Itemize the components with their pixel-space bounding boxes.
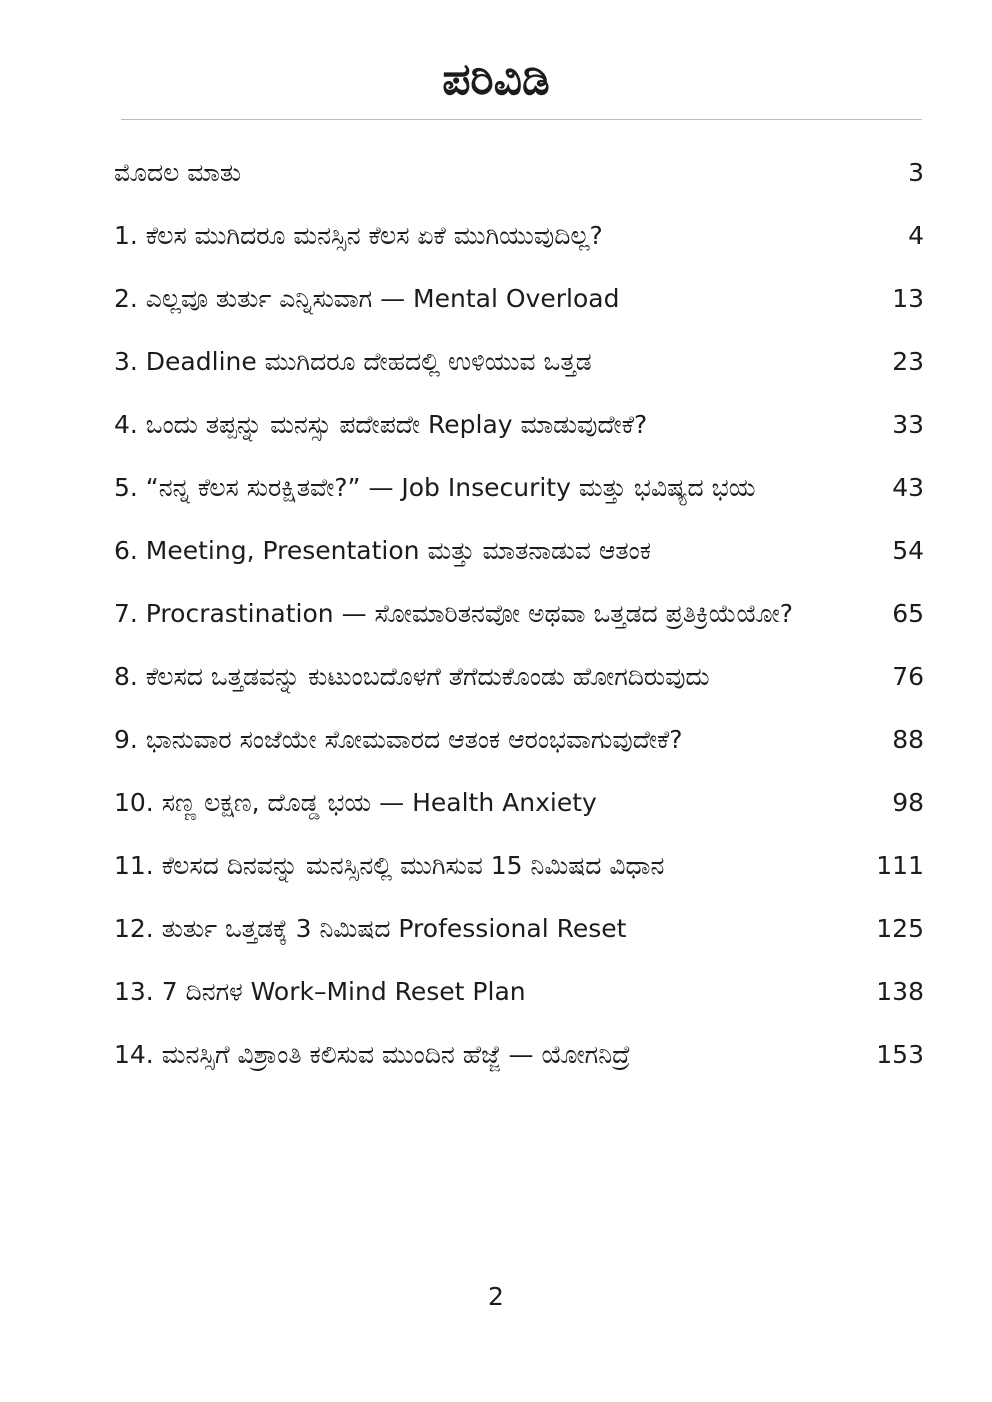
toc-entry-page: 65	[892, 599, 924, 628]
toc-entry-title: 11. ಕೆಲಸದ ದಿನವನ್ನು ಮನಸ್ಸಿನಲ್ಲಿ ಮುಗಿಸುವ 15 ನಿಮಿಷದ ವಿಧಾನ	[114, 851, 665, 880]
toc-entry-title: 8. ಕೆಲಸದ ಒತ್ತಡವನ್ನು ಕುಟುಂಬದೊಳಗೆ ತೆಗೆದುಕೊಂಡು ಹೋಗದಿರುವುದು	[114, 662, 710, 691]
toc-entry-intro[interactable]	[114, 154, 924, 192]
page-number: 2	[488, 1282, 504, 1311]
toc-entry-title: 3. Deadline ಮುಗಿದರೂ ದೇಹದಲ್ಲಿ ಉಳಿಯುವ ಒತ್ತಡ	[114, 347, 592, 376]
toc-entry-13[interactable]	[114, 973, 924, 1011]
toc-entry-page: 153	[876, 1040, 924, 1069]
toc-entry-page: 88	[892, 725, 924, 754]
page-title: ಪರಿವಿಡಿ	[442, 54, 550, 105]
toc-entry-title: 6. Meeting, Presentation ಮತ್ತು ಮಾತನಾಡುವ ಆತಂಕ	[114, 536, 652, 565]
toc-entry-title: 4. ಒಂದು ತಪ್ಪನ್ನು ಮನಸ್ಸು ಪದೇಪದೇ Replay ಮಾಡುವುದೇಕೆ?	[114, 410, 648, 439]
toc-entry-title: 13. 7 ದಿನಗಳ Work–Mind Reset Plan	[114, 977, 526, 1006]
toc-entry-3[interactable]	[114, 343, 924, 381]
toc-entry-page: 43	[892, 473, 924, 502]
toc-entry-title: 1. ಕೆಲಸ ಮುಗಿದರೂ ಮನಸ್ಸಿನ ಕೆಲಸ ಏಕೆ ಮುಗಿಯುವುದಿಲ್ಲ?	[114, 221, 603, 250]
toc-entry-8[interactable]	[114, 658, 924, 696]
toc-entry-5[interactable]	[114, 469, 924, 507]
title-divider	[121, 119, 922, 120]
toc-entry-page: 125	[876, 914, 924, 943]
toc-entry-6[interactable]	[114, 532, 924, 570]
toc-entry-page: 76	[892, 662, 924, 691]
toc-entry-7[interactable]	[114, 595, 924, 633]
toc-entry-title: 14. ಮನಸ್ಸಿಗೆ ವಿಶ್ರಾಂತಿ ಕಲಿಸುವ ಮುಂದಿನ ಹೆಜ್ಜೆ — ಯೋಗನಿದ್ರೆ	[114, 1040, 631, 1069]
table-of-contents	[114, 154, 924, 1099]
toc-entry-page: 13	[892, 284, 924, 313]
toc-entry-9[interactable]	[114, 721, 924, 759]
toc-entry-page: 23	[892, 347, 924, 376]
toc-entry-title: 12. ತುರ್ತು ಒತ್ತಡಕ್ಕೆ 3 ನಿಮಿಷದ Professional Reset	[114, 914, 627, 943]
toc-entry-title: 9. ಭಾನುವಾರ ಸಂಜೆಯೇ ಸೋಮವಾರದ ಆತಂಕ ಆರಂಭವಾಗುವುದೇಕೆ?	[114, 725, 683, 754]
toc-entry-title: ಮೊದಲ ಮಾತು	[114, 158, 242, 187]
toc-entry-1[interactable]	[114, 217, 924, 255]
toc-entry-page: 98	[892, 788, 924, 817]
toc-entry-page: 4	[908, 221, 924, 250]
toc-entry-4[interactable]	[114, 406, 924, 444]
toc-entry-12[interactable]	[114, 910, 924, 948]
toc-entry-page: 111	[876, 851, 924, 880]
toc-entry-page: 138	[876, 977, 924, 1006]
toc-entry-title: 5. “ನನ್ನ ಕೆಲಸ ಸುರಕ್ಷಿತವೇ?” — Job Insecurity ಮತ್ತು ಭವಿಷ್ಯದ ಭಯ	[114, 473, 756, 502]
toc-entry-title: 7. Procrastination — ಸೋಮಾರಿತನವೋ ಅಥವಾ ಒತ್ತಡದ ಪ್ರತಿಕ್ರಿಯೆಯೋ?	[114, 599, 794, 628]
toc-entry-page: 54	[892, 536, 924, 565]
toc-entry-title: 2. ಎಲ್ಲವೂ ತುರ್ತು ಎನ್ನಿಸುವಾಗ — Mental Overload	[114, 284, 620, 313]
toc-entry-2[interactable]	[114, 280, 924, 318]
toc-entry-page: 33	[892, 410, 924, 439]
toc-entry-title: 10. ಸಣ್ಣ ಲಕ್ಷಣ, ದೊಡ್ಡ ಭಯ — Health Anxiety	[114, 788, 597, 817]
toc-entry-14[interactable]	[114, 1036, 924, 1074]
toc-entry-11[interactable]	[114, 847, 924, 885]
toc-entry-10[interactable]	[114, 784, 924, 822]
toc-entry-page: 3	[908, 158, 924, 187]
